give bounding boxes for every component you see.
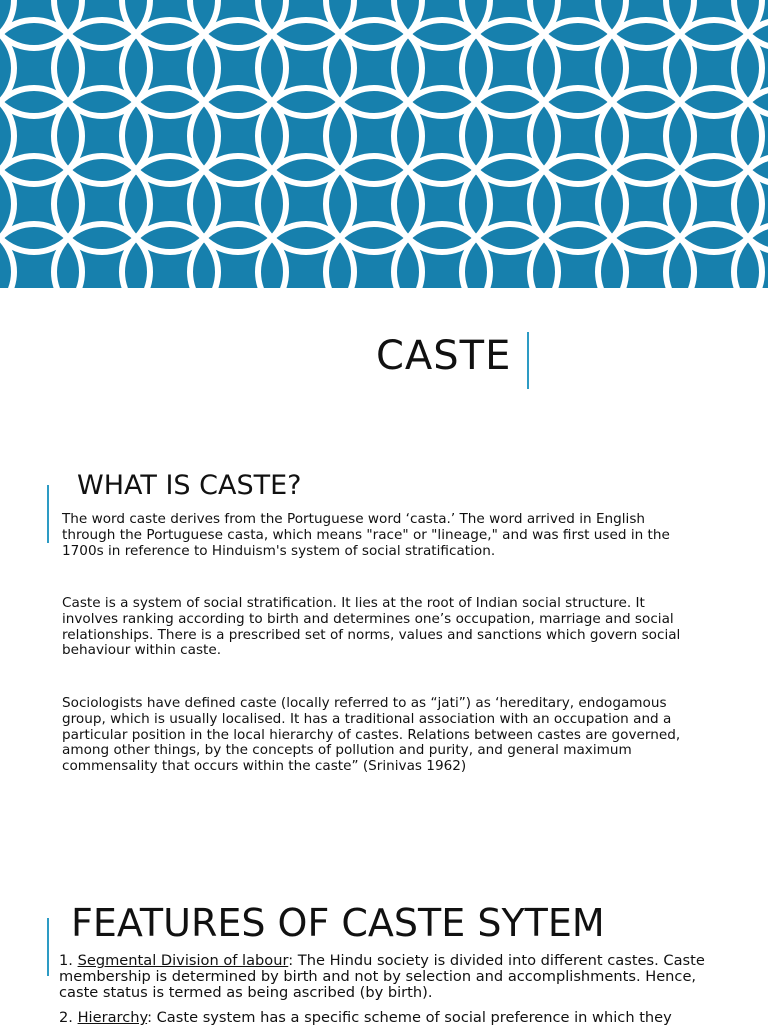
- slide-title: CASTE: [376, 333, 512, 379]
- section-heading: WHAT IS CASTE?: [77, 470, 302, 501]
- feature-term: Segmental Division of labour: [77, 952, 289, 969]
- feature-number: 2.: [59, 1009, 78, 1026]
- feature-term: Hierarchy: [77, 1009, 148, 1026]
- feature-text: : Caste system has a specific scheme of social preference in which they: [147, 1009, 672, 1026]
- decorative-banner-pattern: [0, 0, 768, 288]
- section-accent-line: [47, 485, 49, 543]
- features-accent-line: [47, 918, 49, 976]
- feature-item: [59, 953, 739, 1001]
- title-accent-line: [527, 332, 529, 389]
- stratification-paragraph: Caste is a system of social stratification. It lies at the root of Indian social structure. It involves ranking according to birth and determines one’s occupation, marriage and social relationships. There is a prescribed set of norms, values and sanctions which govern social behaviour within caste.: [62, 595, 681, 659]
- feature-text: : The Hindu society is divided into different castes. Caste membership is determined by birth and not by selection and accomplishments. Hence, caste status is termed as being ascribed (by birth).: [59, 952, 705, 1001]
- features-heading: FEATURES OF CASTE SYTEM: [71, 901, 605, 945]
- feature-number: 1.: [59, 952, 78, 969]
- sociologists-paragraph: Sociologists have defined caste (locally referred to as “jati”) as ‘hereditary, endogamous group, which is usually localised. It has a traditional association with an occupation and a particular position in the local hierarchy of castes. Relations between castes are governed, among other things, by the concepts of pollution and purity, and general maximum commensality that occurs within the caste” (Srinivas 1962): [62, 695, 681, 775]
- definition-paragraph: The word caste derives from the Portuguese word ‘casta.’ The word arrived in English through the Portuguese casta, which means "race" or "lineage," and was first used in the 1700s in reference to Hinduism's system of social stratification.: [62, 511, 670, 559]
